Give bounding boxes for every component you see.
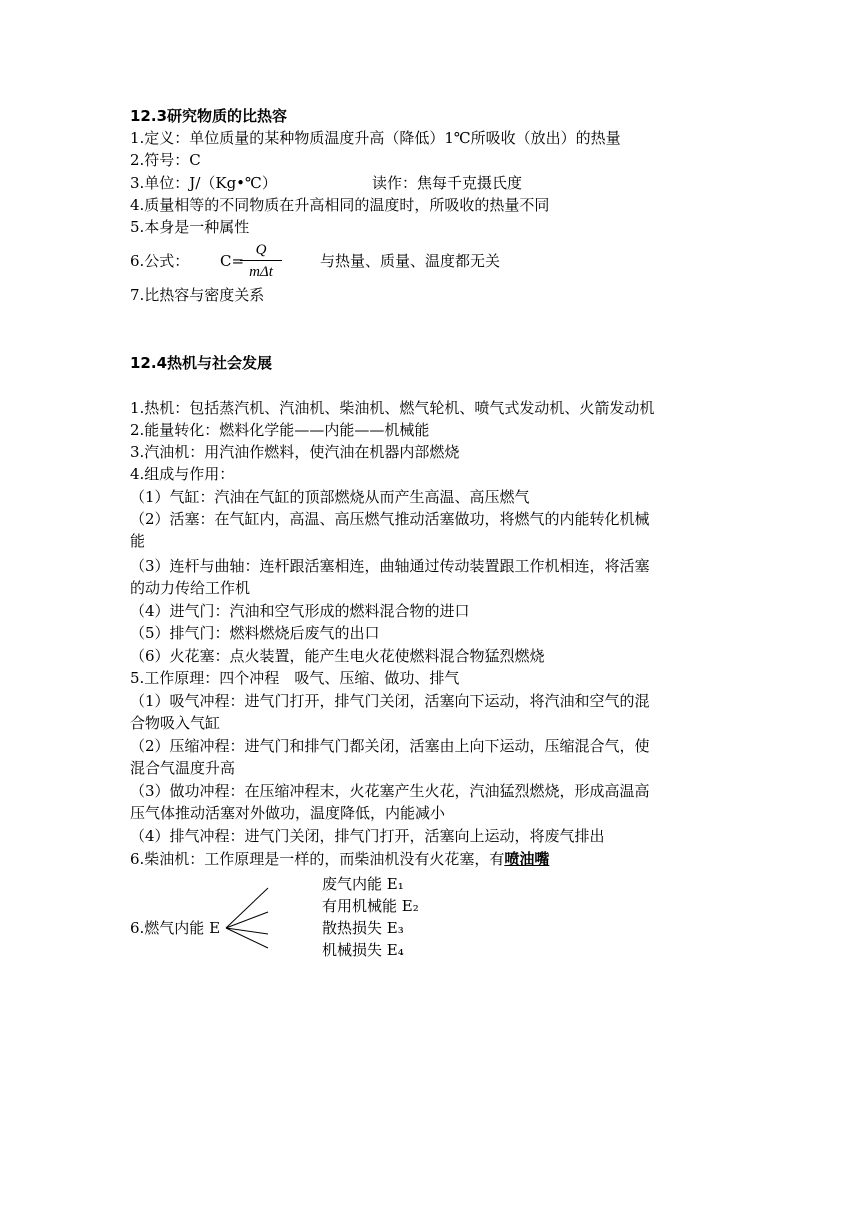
body-line: 混合气温度升高 <box>130 759 236 777</box>
body-line: （1）吸气冲程：进气门打开，排气门关闭，活塞向下运动，将汽油和空气的混 <box>130 692 650 710</box>
energy-branch: 机械损失 E₄ <box>322 941 404 959</box>
body-line: 1.热机：包括蒸汽机、汽油机、柴油机、燃气轮机、喷气式发动机、火箭发动机 <box>130 399 655 417</box>
property-line-4: 4.质量相等的不同物质在升高相同的温度时，所吸收的热量不同 <box>130 196 550 214</box>
formula-numerator: Q <box>255 242 267 258</box>
formula-fraction <box>240 240 282 283</box>
body-line: （4）进气门：汽油和空气形成的燃料混合物的进口 <box>130 602 470 620</box>
branch-line <box>226 928 268 934</box>
diesel-line <box>130 848 549 870</box>
unit-reading: 读作：焦每千克摄氏度 <box>372 174 523 192</box>
formula-denominator: mΔt <box>240 260 282 283</box>
body-line: （2）压缩冲程：进气门和排气门都关闭，活塞由上向下运动，压缩混合气，使 <box>130 737 650 755</box>
branch-line <box>226 928 268 948</box>
body-line: 3.汽油机：用汽油作燃料，使汽油在机器内部燃烧 <box>130 443 460 461</box>
property-line-5: 5.本身是一种属性 <box>130 218 250 236</box>
body-line: （6）火花塞：点火装置，能产生电火花使燃料混合物猛烈燃烧 <box>130 647 545 665</box>
energy-branch: 废气内能 E₁ <box>322 875 404 893</box>
section-12-4-title: 12.4热机与社会发展 <box>130 354 273 372</box>
body-line: 的动力传给工作机 <box>130 579 251 597</box>
body-line: （3）连杆与曲轴：连杆跟活塞相连，曲轴通过传动装置跟工作机相连，将活塞 <box>130 557 650 575</box>
property-line-7: 7.比热容与密度关系 <box>130 286 265 304</box>
body-line: （5）排气门：燃料燃烧后废气的出口 <box>130 624 380 642</box>
section-12-3-title: 12.3研究物质的比热容 <box>130 107 288 125</box>
definition-line: 1.定义：单位质量的某种物质温度升高（降低）1℃所吸收（放出）的热量 <box>130 129 621 147</box>
body-line: 2.能量转化：燃料化学能——内能——机械能 <box>130 421 430 439</box>
body-line: 5.工作原理：四个冲程 吸气、压缩、做功、排气 <box>130 669 460 687</box>
energy-branch: 有用机械能 E₂ <box>322 897 419 915</box>
body-line: 4.组成与作用： <box>130 465 235 483</box>
branch-line <box>226 888 268 928</box>
formula-note: 与热量、质量、温度都无关 <box>320 252 501 270</box>
body-line: （2）活塞：在气缸内，高温、高压燃气推动活塞做功，将燃气的内能转化机械 <box>130 510 650 528</box>
formula-label: 6.公式： <box>130 252 190 270</box>
formula-lhs: C= <box>220 252 245 270</box>
body-line: 合物吸入气缸 <box>130 714 221 732</box>
body-line: （4）排气冲程：进气门关闭，排气门打开，活塞向上运动，将废气排出 <box>130 827 605 845</box>
unit-line: 3.单位：J/（Kg•℃） <box>130 174 277 192</box>
body-line: 能 <box>130 532 146 550</box>
energy-branch: 散热损失 E₃ <box>322 919 404 937</box>
body-line: （1）气缸：汽油在气缸的顶部燃烧从而产生高温、高压燃气 <box>130 488 530 506</box>
body-line: （3）做功冲程：在压缩冲程末，火花塞产生火花，汽油猛烈燃烧，形成高温高 <box>130 782 650 800</box>
diesel-text: 6.柴油机：工作原理是一样的，而柴油机没有火花塞，有 <box>130 850 505 868</box>
energy-root: 6.燃气内能 E <box>130 919 221 937</box>
symbol-line: 2.符号：C <box>130 151 201 169</box>
body-line: 压气体推动活塞对外做功，温度降低，内能减小 <box>130 804 446 822</box>
diesel-keyword: 喷油嘴 <box>504 850 550 868</box>
branch-line <box>226 912 268 928</box>
